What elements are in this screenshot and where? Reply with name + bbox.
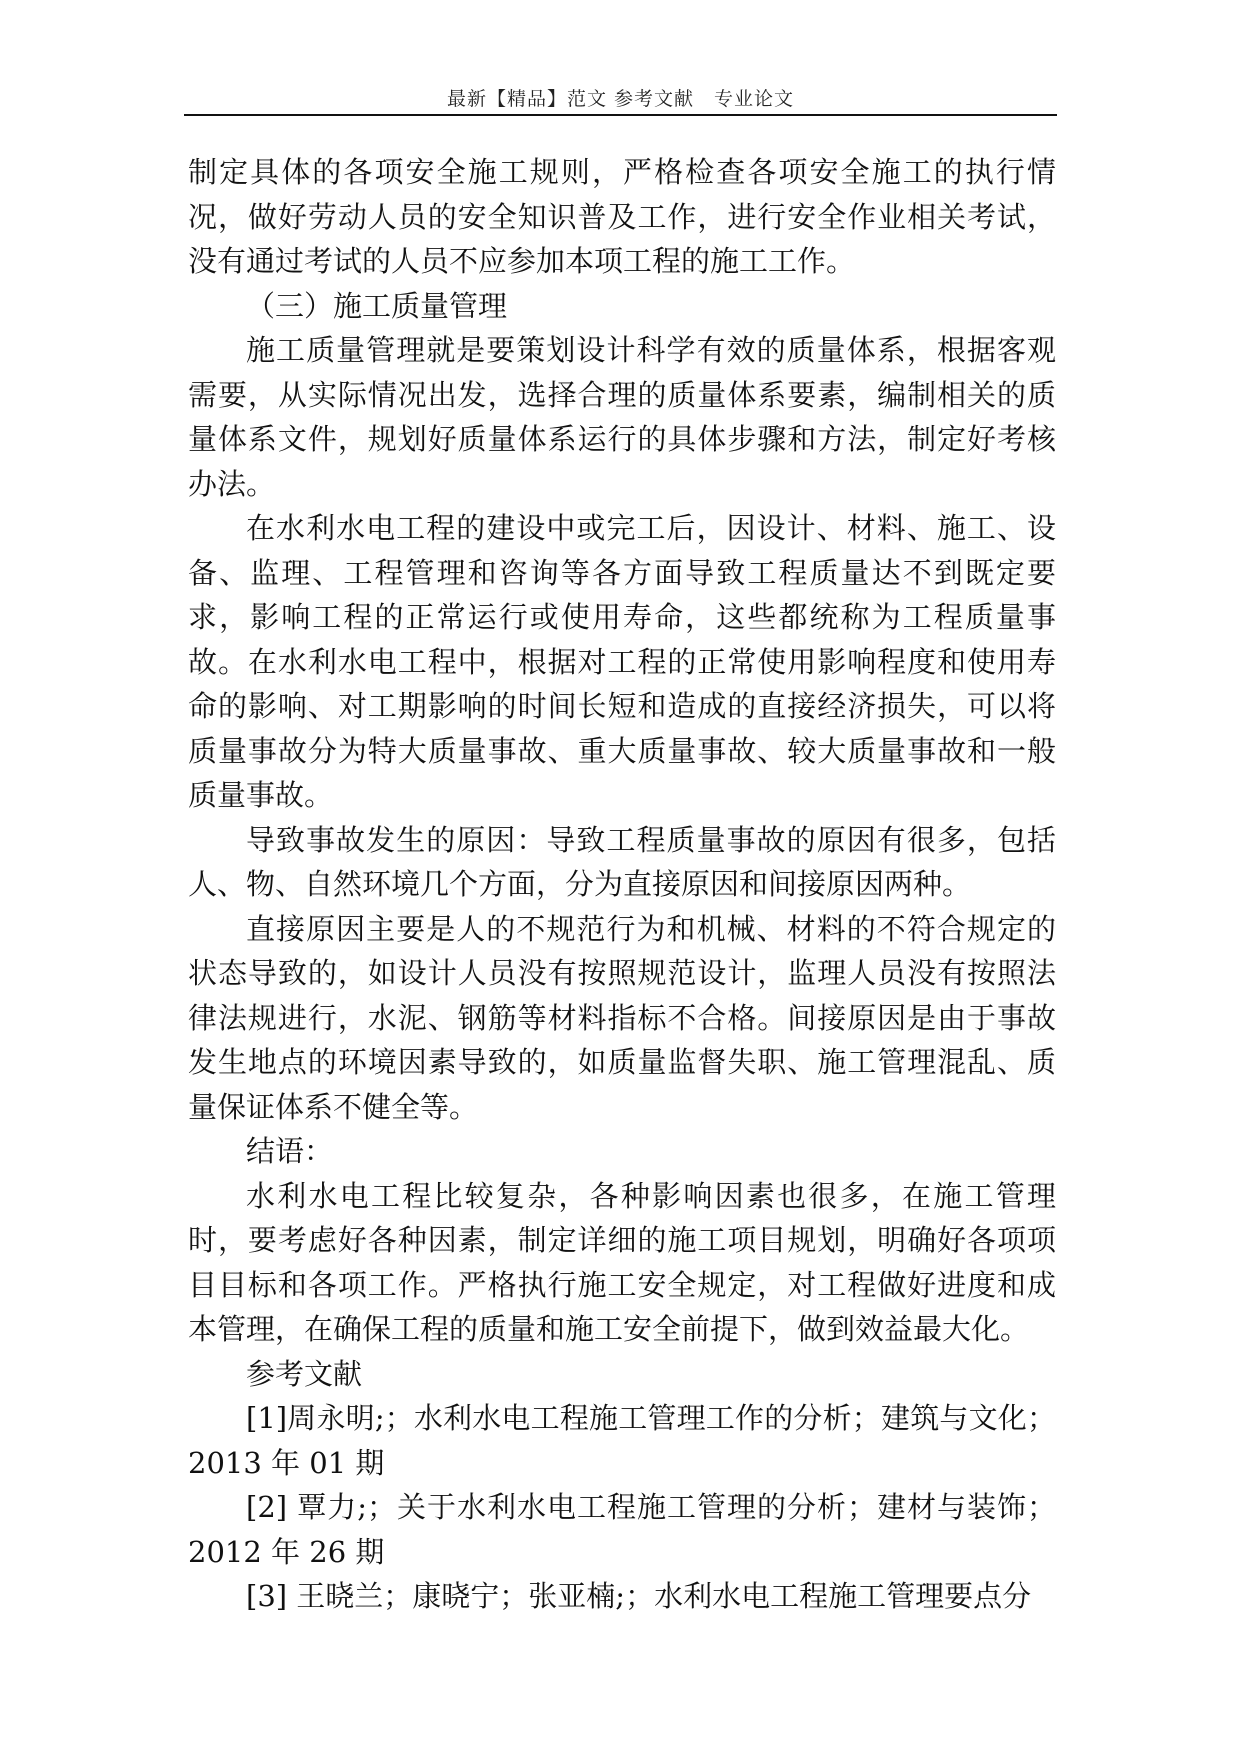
- paragraph-quality-system: 施工质量管理就是要策划设计科学有效的质量体系，根据客观需要，从实际情况出发，选择合理的质量体系要素，编制相关的质量体系文件，规划好质量体系运行的具体步骤和方法，制定好考核办法。: [188, 333, 1056, 501]
- page-header: 最新【精品】范文 参考文献 专业论文: [446, 88, 795, 110]
- document-body: [188, 150, 1056, 1619]
- paragraph-quality-accidents: 在水利水电工程的建设中或完工后，因设计、材料、施工、设备、监理、工程管理和咨询等各方面导致工程质量达不到既定要求，影响工程的正常运行或使用寿命，这些都统称为工程质量事故。在水利水电工程中，根据对工程的正常使用影响程度和使用寿命的影响、对工期影响的时间长短和造成的直接经济损失，可以将质量事故分为特大质量事故、重大质量事故、较大质量事故和一般质量事故。: [188, 511, 1056, 812]
- reference-item: [2] 覃力;；关于水利水电工程施工管理的分析；建材与装饰；2012 年 26 期: [188, 1490, 1056, 1569]
- reference-item: [3] 王晓兰；康晓宁；张亚楠;；水利水电工程施工管理要点分: [246, 1579, 1032, 1613]
- reference-item: [1]周永明;；水利水电工程施工管理工作的分析；建筑与文化；2013 年 01 期: [188, 1401, 1056, 1480]
- section-heading-quality-management: （三）施工质量管理: [246, 288, 508, 323]
- paragraph-safety-rules: 制定具体的各项安全施工规则，严格检查各项安全施工的执行情况，做好劳动人员的安全知识普及工作，进行安全作业相关考试，没有通过考试的人员不应参加本项工程的施工工作。: [188, 155, 1056, 278]
- header-divider: [184, 114, 1057, 116]
- paragraph-direct-causes: 直接原因主要是人的不规范行为和机械、材料的不符合规定的状态导致的，如设计人员没有按照规范设计，监理人员没有按照法律法规进行，水泥、钢筋等材料指标不合格。间接原因是由于事故发生地点的环境因素导致的，如质量监督失职、施工管理混乱、质量保证体系不健全等。: [188, 911, 1056, 1124]
- paragraph-accident-causes: 导致事故发生的原因：导致工程质量事故的原因有很多，包括人、物、自然环境几个方面，分为直接原因和间接原因两种。: [188, 822, 1056, 901]
- paragraph-conclusion: 水利水电工程比较复杂，各种影响因素也很多，在施工管理时，要考虑好各种因素，制定详细的施工项目规划，明确好各项项目目标和各项工作。严格执行施工安全规定，对工程做好进度和成本管理，在确保工程的质量和施工安全前提下，做到效益最大化。: [188, 1178, 1056, 1346]
- references-heading: 参考文献: [246, 1356, 363, 1391]
- conclusion-heading: 结语：: [246, 1134, 334, 1168]
